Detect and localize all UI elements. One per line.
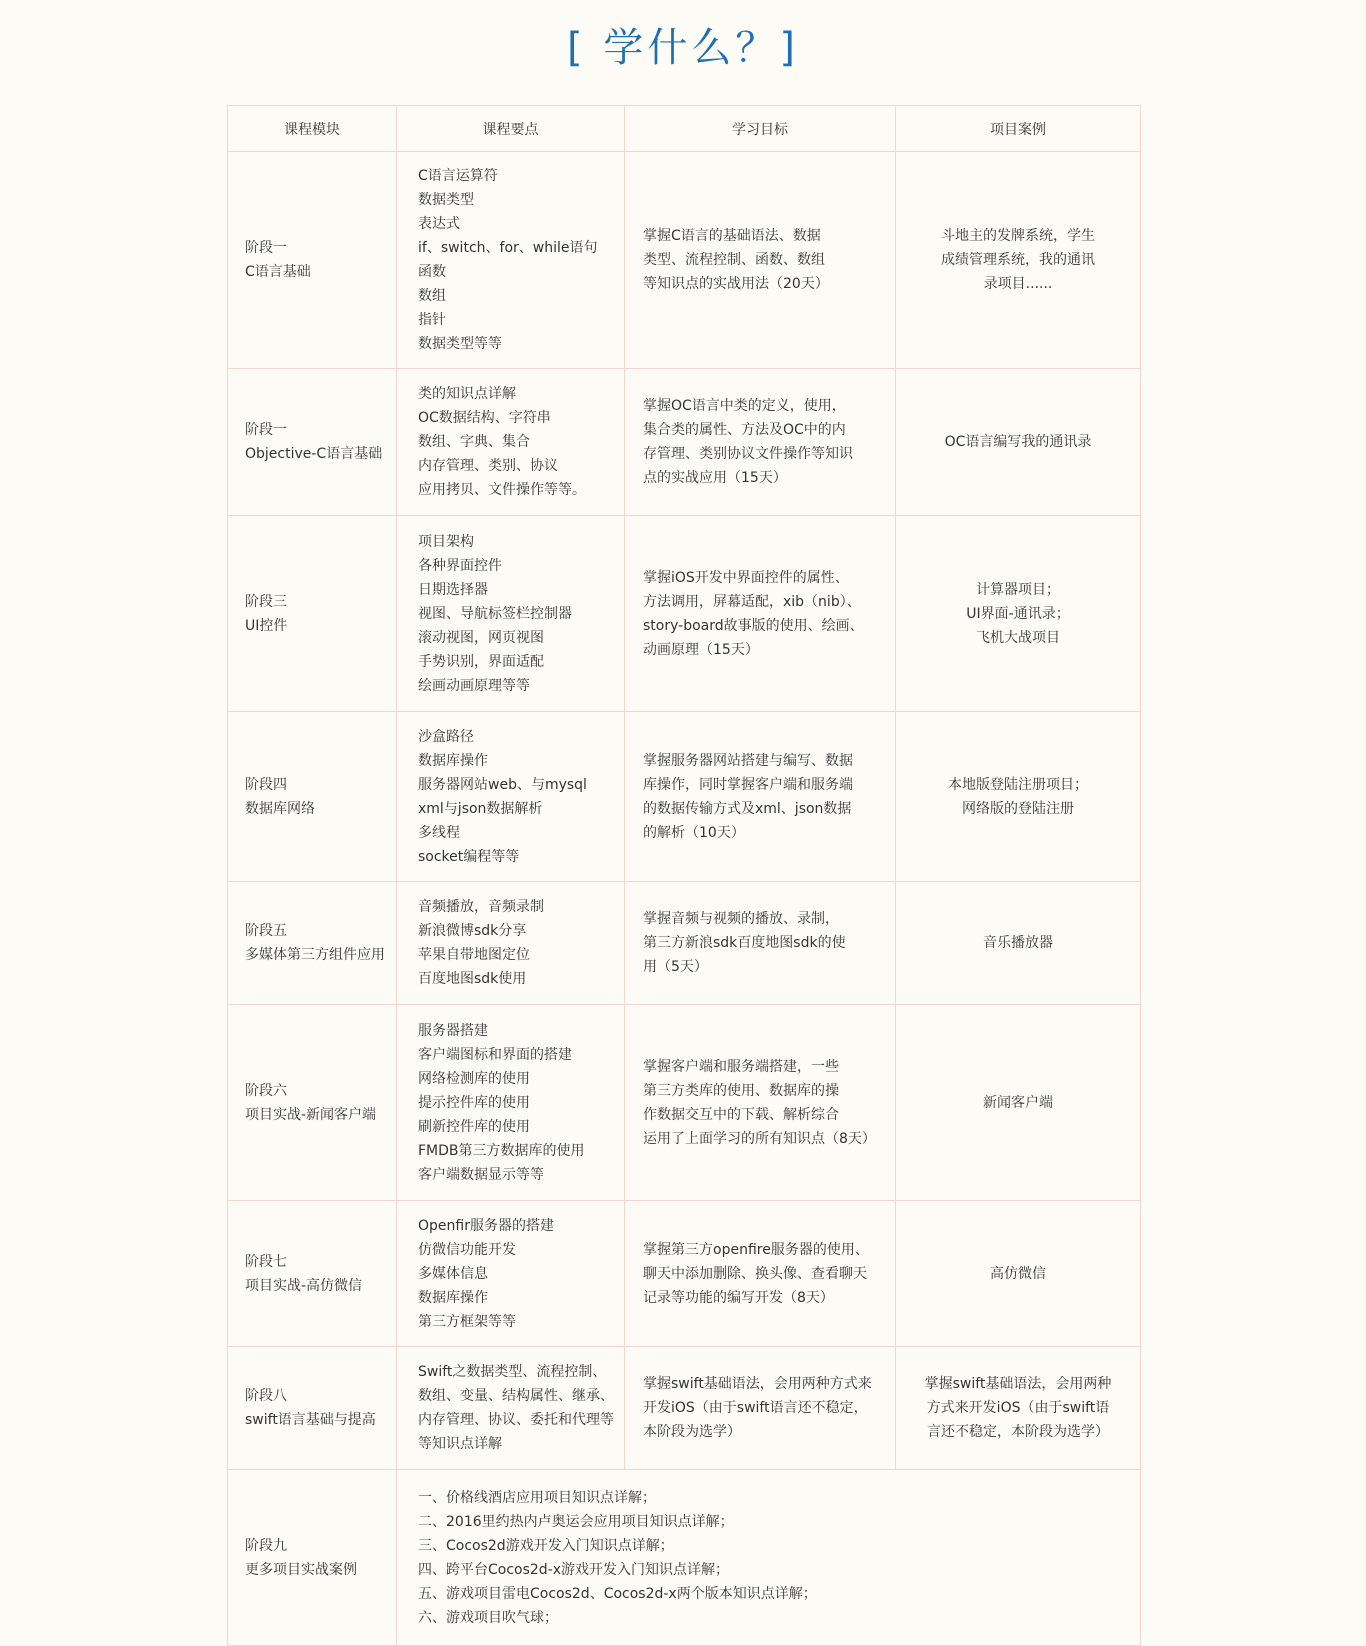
goal-cell — [625, 152, 896, 369]
goal-cell — [625, 369, 896, 516]
points-cell-line: 数组 — [418, 288, 446, 304]
points-cell-line: 等知识点详解 — [418, 1436, 502, 1452]
points-cell-line: 数组、字典、集合 — [418, 434, 530, 450]
points-cell-line: 日期选择器 — [418, 581, 488, 598]
module-cell-line: 项目实战-高仿微信 — [245, 1277, 363, 1294]
module-cell-line: 更多项目实战案例 — [245, 1561, 357, 1578]
case-cell-line: 高仿微信 — [990, 1265, 1046, 1282]
points-cell-line: OC数据结构、字符串 — [418, 410, 551, 426]
table-header-row — [228, 106, 1141, 152]
goal-cell-line: 方法调用，屏幕适配，xib（nib）、 — [643, 593, 861, 610]
points-cell-line: xml与json数据解析 — [418, 800, 543, 817]
case-cell-line: UI界面-通讯录； — [966, 605, 1070, 622]
table-body — [228, 152, 1141, 1646]
case-cell-line: 本地版登陆注册项目； — [948, 776, 1088, 793]
points-cell-line: 各种界面控件 — [418, 557, 502, 574]
module-cell-line: 阶段八 — [245, 1388, 287, 1404]
case-cell — [896, 369, 1141, 516]
module-cell — [228, 516, 397, 712]
module-cell-line: 阶段五 — [245, 923, 287, 939]
case-cell-line: 成绩管理系统，我的通讯 — [941, 252, 1095, 268]
table-row — [228, 516, 1141, 712]
points-cell — [397, 712, 625, 882]
goal-cell-line: 掌握服务器网站搭建与编写、数据 — [643, 752, 853, 769]
goal-cell-line: 掌握音频与视频的播放、录制， — [643, 911, 839, 927]
points-cell-line: 客户端数据显示等等 — [418, 1166, 544, 1183]
module-cell-line: 阶段一 — [245, 422, 287, 438]
points-cell-line: 百度地图sdk使用 — [418, 971, 527, 987]
points-cell — [397, 516, 625, 712]
points-cell-line: 项目架构 — [418, 533, 474, 550]
page-title: [ 学什么？] — [567, 25, 799, 71]
case-cell — [896, 712, 1141, 882]
points-cell-line: 手势识别，界面适配 — [418, 653, 544, 670]
case-cell-line: 计算器项目； — [976, 581, 1060, 598]
points-cell-line: 内存管理、类别、协议 — [418, 458, 558, 474]
goal-cell — [625, 712, 896, 882]
case-cell-line: 言还不稳定，本阶段为选学） — [927, 1424, 1109, 1440]
points-cell-line: 服务器搭建 — [418, 1022, 488, 1039]
module-cell — [228, 152, 397, 369]
header-case: 项目案例 — [896, 106, 1141, 152]
points-cell-line: 新浪微博sdk分享 — [418, 923, 527, 939]
points-cell-line: 表达式 — [418, 216, 460, 232]
points-cell-line: 数据库操作 — [418, 752, 488, 769]
points-cell — [397, 369, 625, 516]
points-cell-line: 音频播放，音频录制 — [418, 899, 544, 915]
points-cell-line: 客户端图标和界面的搭建 — [418, 1046, 572, 1063]
goal-cell — [625, 1005, 896, 1201]
goal-cell — [625, 1347, 896, 1470]
points-cell-line: 类的知识点详解 — [418, 386, 516, 402]
points-cell-line: 第三方框架等等 — [418, 1313, 516, 1330]
goal-cell-line: 记录等功能的编写开发（8天） — [643, 1289, 834, 1306]
points-cell-line: 内存管理、协议、委托和代理等 — [418, 1412, 614, 1428]
goal-cell-line: 类型、流程控制、函数、数组 — [643, 252, 825, 268]
goal-cell-line: 掌握iOS开发中界面控件的属性、 — [643, 569, 849, 586]
case-cell-line: OC语言编写我的通讯录 — [944, 434, 1092, 450]
table-row — [228, 882, 1141, 1005]
module-cell-line: swift语言基础与提高 — [245, 1412, 376, 1428]
table-row — [228, 369, 1141, 516]
table-row — [228, 1347, 1141, 1470]
points-cell-line: 滚动视图，网页视图 — [418, 629, 544, 646]
goal-cell-line: 库操作，同时掌握客户端和服务端 — [643, 776, 853, 793]
goal-cell-line: 本阶段为选学） — [643, 1424, 741, 1440]
module-cell-line: 阶段四 — [245, 776, 287, 793]
case-cell-line: 新闻客户端 — [983, 1094, 1053, 1111]
points-cell-line: Swift之数据类型、流程控制、 — [418, 1364, 607, 1380]
points-cell-line: 多媒体信息 — [418, 1265, 488, 1282]
case-cell-line: 掌握swift基础语法，会用两种 — [924, 1376, 1112, 1392]
points-cell-line: 刷新控件库的使用 — [418, 1118, 530, 1135]
table-row — [228, 712, 1141, 882]
points-cell-line: C语言运算符 — [418, 168, 498, 184]
points-cell-line: 四、跨平台Cocos2d-x游戏开发入门知识点详解； — [418, 1561, 730, 1578]
module-cell-line: 阶段七 — [245, 1253, 287, 1270]
header-goal: 学习目标 — [625, 106, 896, 152]
points-cell-line: 二、2016里约热内卢奥运会应用项目知识点详解； — [418, 1513, 734, 1530]
goal-cell-line: 第三方类库的使用、数据库的操 — [643, 1082, 839, 1099]
points-cell-line: 数据库操作 — [418, 1289, 488, 1306]
points-cell — [397, 1347, 625, 1470]
goal-cell-line: 作数据交互中的下载、解析综合 — [643, 1106, 839, 1123]
goal-cell — [625, 882, 896, 1005]
goal-cell-line: 开发iOS（由于swift语言还不稳定， — [643, 1400, 868, 1416]
case-cell-line: 方式来开发iOS（由于swift语 — [926, 1400, 1110, 1416]
module-cell — [228, 712, 397, 882]
module-cell-line: UI控件 — [245, 617, 288, 634]
points-cell — [397, 1201, 625, 1347]
table-row — [228, 152, 1141, 369]
module-cell-line: 阶段三 — [245, 593, 287, 610]
goal-cell-line: 用（5天） — [643, 959, 708, 975]
module-cell-line: 项目实战-新闻客户端 — [245, 1106, 377, 1123]
points-cell-line: FMDB第三方数据库的使用 — [418, 1142, 585, 1159]
module-cell-line: Objective-C语言基础 — [245, 446, 383, 462]
points-cell-line: 服务器网站web、与mysql — [418, 776, 587, 793]
goal-cell-line: 运用了上面学习的所有知识点（8天） — [643, 1130, 876, 1147]
module-cell-line: 阶段六 — [245, 1082, 287, 1099]
goal-cell-line: story-board故事版的使用、绘画、 — [643, 617, 864, 634]
points-cell-line: 网络检测库的使用 — [418, 1070, 530, 1087]
goal-cell-line: 的解析（10天） — [643, 824, 745, 841]
points-cell-line: 数据类型等等 — [418, 336, 502, 352]
points-cell — [397, 1470, 1141, 1646]
goal-cell-line: 聊天中添加删除、换头像、查看聊天 — [643, 1265, 867, 1282]
header-points: 课程要点 — [397, 106, 625, 152]
points-cell — [397, 152, 625, 369]
goal-cell-line: 掌握C语言的基础语法、数据 — [643, 228, 821, 244]
module-cell — [228, 1005, 397, 1201]
points-cell-line: Openfir服务器的搭建 — [418, 1217, 554, 1234]
points-cell-line: 三、Cocos2d游戏开发入门知识点详解； — [418, 1537, 674, 1554]
points-cell-line: 提示控件库的使用 — [418, 1094, 530, 1111]
points-cell-line: 一、价格线酒店应用项目知识点详解； — [418, 1489, 656, 1506]
points-cell-line: 苹果自带地图定位 — [418, 947, 530, 963]
goal-cell-line: 集合类的属性、方法及OC中的内 — [643, 422, 846, 438]
module-cell-line: 数据库网络 — [245, 800, 315, 817]
points-cell-line: 多线程 — [418, 824, 460, 841]
case-cell — [896, 1005, 1141, 1201]
case-cell — [896, 152, 1141, 369]
module-cell — [228, 1347, 397, 1470]
points-cell — [397, 1005, 625, 1201]
curriculum-table — [227, 105, 1141, 1646]
points-cell-line: 沙盒路径 — [418, 728, 474, 745]
points-cell-line: 视图、导航标签栏控制器 — [418, 605, 572, 622]
points-cell — [397, 882, 625, 1005]
case-cell-line: 录项目...... — [983, 276, 1053, 292]
table-row — [228, 1005, 1141, 1201]
goal-cell-line: 存管理、类别协议文件操作等知识 — [643, 446, 853, 462]
header-module: 课程模块 — [228, 106, 397, 152]
case-cell-line: 网络版的登陆注册 — [962, 800, 1074, 817]
goal-cell-line: 掌握swift基础语法，会用两种方式来 — [643, 1376, 872, 1392]
module-cell-line: 阶段九 — [245, 1537, 287, 1554]
table-row — [228, 1470, 1141, 1646]
points-cell-line: 函数 — [418, 264, 446, 280]
goal-cell-line: 掌握OC语言中类的定义，使用， — [643, 398, 846, 414]
module-cell-line: 多媒体第三方组件应用 — [245, 947, 385, 963]
goal-cell-line: 掌握客户端和服务端搭建，一些 — [643, 1058, 839, 1075]
points-cell-line: socket编程等等 — [418, 848, 520, 865]
points-cell-line: 仿微信功能开发 — [418, 1241, 516, 1258]
goal-cell-line: 点的实战应用（15天） — [643, 470, 787, 486]
points-cell-line: 应用拷贝、文件操作等等。 — [418, 482, 586, 498]
case-cell — [896, 882, 1141, 1005]
points-cell-line: 数据类型 — [418, 192, 474, 208]
case-cell-line: 斗地主的发牌系统，学生 — [941, 228, 1095, 244]
case-cell — [896, 1201, 1141, 1347]
points-cell-line: 指针 — [418, 312, 446, 328]
goal-cell-line: 等知识点的实战用法（20天） — [643, 276, 829, 292]
points-cell-line: 绘画动画原理等等 — [418, 677, 530, 694]
table-row — [228, 1201, 1141, 1347]
module-cell — [228, 1201, 397, 1347]
goal-cell-line: 动画原理（15天） — [643, 641, 759, 658]
module-cell — [228, 1470, 397, 1646]
module-cell — [228, 369, 397, 516]
points-cell-line: 数组、变量、结构属性、继承、 — [418, 1388, 614, 1404]
goal-cell-line: 的数据传输方式及xml、json数据 — [643, 800, 852, 817]
points-cell-line: 五、游戏项目雷电Cocos2d、Cocos2d-x两个版本知识点详解； — [418, 1585, 817, 1602]
case-cell-line: 飞机大战项目 — [976, 629, 1060, 646]
module-cell-line: 阶段一 — [245, 240, 287, 256]
points-cell-line: if、switch、for、while语句 — [418, 240, 598, 256]
points-cell-line: 六、游戏项目吹气球； — [418, 1609, 558, 1626]
goal-cell-line: 第三方新浪sdk百度地图sdk的使 — [643, 935, 846, 951]
goal-cell-line: 掌握第三方openfire服务器的使用、 — [643, 1241, 869, 1258]
case-cell — [896, 1347, 1141, 1470]
case-cell — [896, 516, 1141, 712]
goal-cell — [625, 1201, 896, 1347]
goal-cell — [625, 516, 896, 712]
module-cell — [228, 882, 397, 1005]
case-cell-line: 音乐播放器 — [983, 935, 1053, 951]
module-cell-line: C语言基础 — [245, 264, 311, 280]
